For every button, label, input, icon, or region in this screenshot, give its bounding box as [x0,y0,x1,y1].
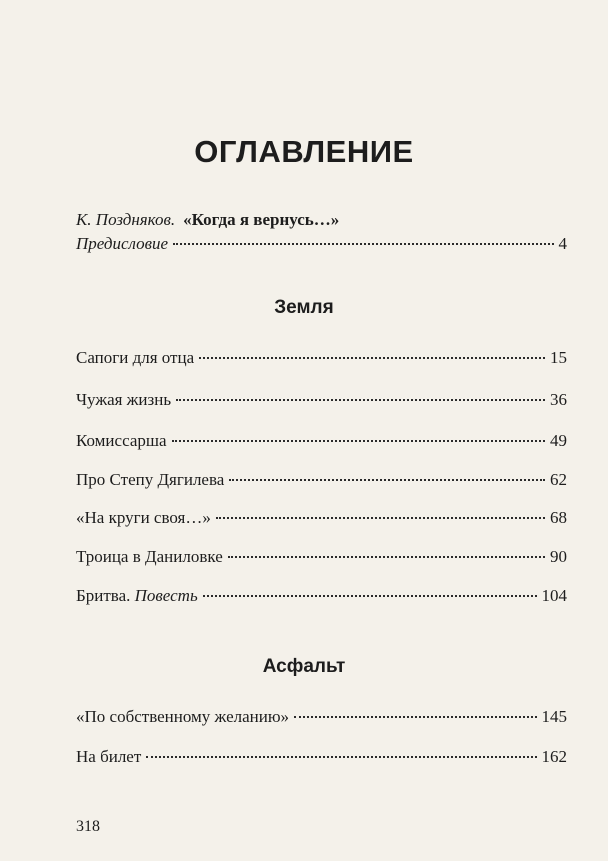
toc-entry-label: На билет [76,747,142,766]
dot-leader [216,517,545,519]
dot-leader [146,756,536,758]
toc-entry-page: 4 [558,234,567,253]
section-heading-asfalt: Асфальт [262,656,346,677]
toc-entry[interactable] [76,431,567,451]
author-name: К. Поздняков. [76,210,176,229]
dot-leader [229,479,545,481]
section-heading-zemlya: Земля [274,297,334,318]
toc-entry-page: 49 [550,431,567,450]
toc-entry[interactable] [76,470,567,490]
toc-entry-page: 162 [541,747,567,766]
toc-entry[interactable] [76,508,567,528]
toc-entry-label: Предисловие [76,234,169,253]
dot-leader [172,440,545,442]
page-title: ОГЛАВЛЕНИЕ [194,134,414,169]
toc-entry-page: 15 [550,348,567,367]
toc-entry-page: 104 [541,586,567,605]
work-title: «Когда я вернусь…» [183,210,340,229]
page-number: 318 [76,818,100,835]
dot-leader [176,399,545,401]
toc-entry-label-genre: Повесть [134,586,198,605]
dot-leader [199,357,545,359]
toc-entry[interactable] [76,707,567,727]
toc-entry-label: «По собственному желанию» [76,707,290,726]
toc-entry-page: 68 [550,508,567,527]
toc-entry-label: Сапоги для отца [76,348,195,367]
toc-entry-label: Комиссарша [76,431,167,450]
toc-entry[interactable] [76,348,567,368]
toc-entry-label: Чужая жизнь [76,390,172,409]
toc-entry-page: 36 [550,390,567,409]
front-matter-author-line [76,210,339,230]
toc-entry-label: Троица в Даниловке [76,547,223,566]
toc-entry-label: Про Степу Дягилева [76,470,225,489]
toc-entry[interactable] [76,390,567,410]
toc-entry[interactable] [76,747,567,767]
toc-entry-page: 62 [550,470,567,489]
toc-entry[interactable] [76,547,567,567]
dot-leader [228,556,545,558]
toc-entry-label [76,586,198,606]
dot-leader [294,716,536,718]
toc-entry-page: 90 [550,547,567,566]
dot-leader [203,595,537,597]
toc-entry-label-main: Бритва. [76,586,131,605]
toc-entry-label: «На круги своя…» [76,508,211,527]
dot-leader [173,243,553,245]
toc-entry[interactable] [76,586,567,606]
toc-entry-page: 145 [541,707,567,726]
toc-entry-preface[interactable] [76,234,567,254]
